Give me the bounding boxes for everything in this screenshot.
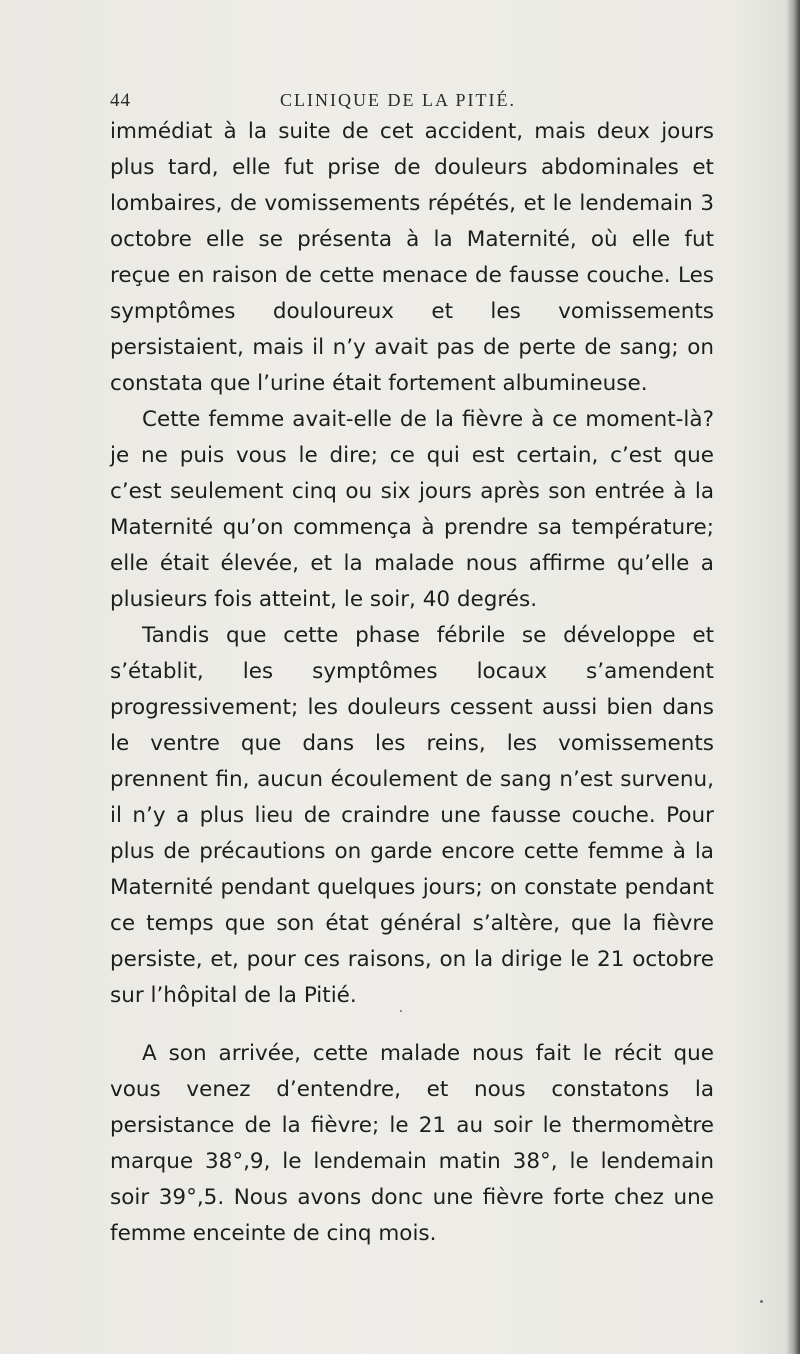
running-head: CLINIQUE DE LA PITIÉ. — [280, 90, 516, 110]
ink-speck — [400, 1010, 402, 1012]
page-number: 44 — [110, 90, 131, 111]
paragraph-3: Tandis que cette phase fébrile se développe et s’établit, les symptômes locaux s’amendent progressivement; les douleurs cessent aussi bien dans le ventre que dans les reins, les vomissements prennent fin, aucun écoulement de sang n’est survenu, il n’y a plus lieu de craindre une fausse couche. Pour plus de précautions on garde encore cette femme à la Maternité pendant quelques jours; on constate pendant ce temps que son état général s’altère, que la fièvre persiste, et, pour ces raisons, on la dirige le 21 octobre sur l’hôpital de la Pitié. — [110, 623, 714, 1008]
paragraph-2: Cette femme avait-elle de la fièvre à ce moment-là? je ne puis vous le dire; ce qui est certain, c’est que c’est seulement cinq ou six jours après son entrée à la Maternité qu’on commença à prendre sa température; elle était élevée, et la malade nous affirme qu’elle a plusieurs fois atteint, le soir, 40 degrés. — [110, 407, 714, 612]
paragraph-1: immédiat à la suite de cet accident, mais deux jours plus tard, elle fut prise de douleurs abdominales et lombaires, de vomissements répétés, et le lendemain 3 octobre elle se présenta à la Maternité, où elle fut reçue en raison de cette menace de fausse couche. Les symptômes douloureux et les vomissements persistaient, mais il n’y avait pas de perte de sang; on constata que l’urine était fortement albumineuse. — [110, 119, 714, 396]
paragraph-4: A son arrivée, cette malade nous fait le récit que vous venez d’entendre, et nous constatons la persistance de la fièvre; le 21 au soir le thermomètre marque 38°,9, le lendemain matin 38°, le lendemain soir 39°,5. Nous avons donc une fièvre forte chez une femme enceinte de cinq mois. — [110, 1041, 714, 1246]
ink-speck — [760, 1300, 763, 1303]
page-edge-shadow — [786, 0, 800, 1354]
body-text — [110, 114, 714, 1252]
